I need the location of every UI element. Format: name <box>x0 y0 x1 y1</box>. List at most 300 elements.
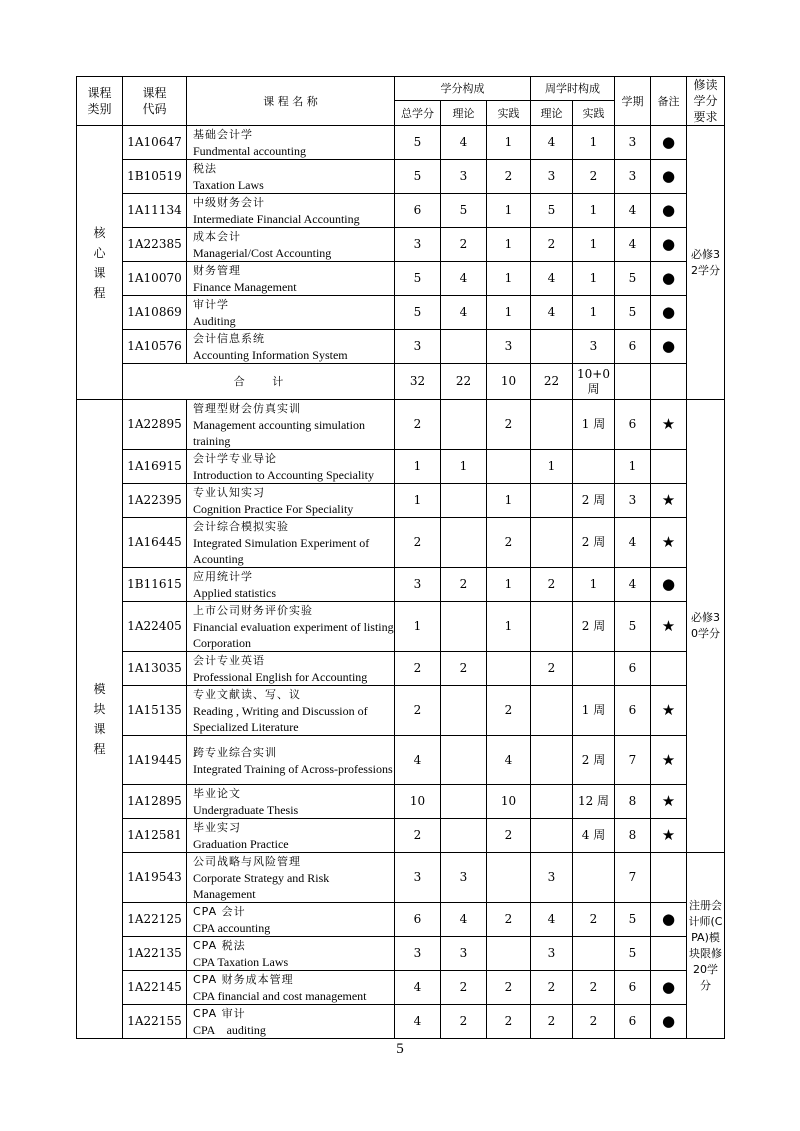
course-name-zh: 税法 <box>193 162 217 175</box>
theory-credits: 4 <box>441 126 487 160</box>
total-credits: 5 <box>395 262 441 296</box>
course-name-zh: 毕业论文 <box>193 787 241 800</box>
note-mark: ★ <box>651 400 687 450</box>
theory-credits: 2 <box>441 228 487 262</box>
note-mark: ● <box>651 296 687 330</box>
theory-credits <box>441 785 487 819</box>
course-name-cell <box>187 853 395 903</box>
total-credits: 2 <box>395 518 441 568</box>
practice-credits: 2 <box>487 160 531 194</box>
theory-credits <box>441 518 487 568</box>
summary-term <box>615 364 651 400</box>
theory-credits <box>441 819 487 853</box>
course-name-en: Fundmental accounting <box>193 144 306 158</box>
header-hours-group: 周学时构成 <box>531 77 615 101</box>
table-row <box>77 400 725 450</box>
table-row <box>77 785 725 819</box>
term: 6 <box>615 652 651 686</box>
theory-credits <box>441 400 487 450</box>
course-name-en: Reading , Writing and Discussion of Specialized Literature <box>193 704 368 734</box>
table-row <box>77 971 725 1005</box>
weekly-practice-hours: 1 <box>573 194 615 228</box>
term: 4 <box>615 568 651 602</box>
total-credits: 6 <box>395 903 441 937</box>
weekly-practice-hours <box>573 853 615 903</box>
summary-practice: 10 <box>487 364 531 400</box>
total-credits: 1 <box>395 484 441 518</box>
course-code: 1A19543 <box>123 853 187 903</box>
course-name-zh: 成本会计 <box>193 230 241 243</box>
header-credits-group: 学分构成 <box>395 77 531 101</box>
theory-credits: 2 <box>441 1005 487 1039</box>
header-total-credits: 总学分 <box>395 101 441 126</box>
course-code: 1A22145 <box>123 971 187 1005</box>
course-name-cell <box>187 228 395 262</box>
course-name-cell <box>187 736 395 785</box>
term: 8 <box>615 819 651 853</box>
note-mark <box>651 450 687 484</box>
term: 3 <box>615 126 651 160</box>
weekly-theory-hours <box>531 518 573 568</box>
table-row <box>77 819 725 853</box>
table-row <box>77 518 725 568</box>
weekly-theory-hours <box>531 330 573 364</box>
term: 5 <box>615 937 651 971</box>
requirement-module-text: 必修30学分 <box>691 611 720 640</box>
weekly-practice-hours: 2 <box>573 903 615 937</box>
weekly-theory-hours: 2 <box>531 228 573 262</box>
course-name-cell <box>187 450 395 484</box>
table-row <box>77 330 725 364</box>
course-code: 1A16445 <box>123 518 187 568</box>
course-name-cell <box>187 971 395 1005</box>
theory-credits: 2 <box>441 971 487 1005</box>
weekly-theory-hours <box>531 686 573 736</box>
theory-credits: 3 <box>441 160 487 194</box>
course-name-cell <box>187 484 395 518</box>
course-name-zh: 会计专业英语 <box>193 654 265 667</box>
course-code: 1A22895 <box>123 400 187 450</box>
weekly-practice-hours: 2 <box>573 1005 615 1039</box>
total-credits: 2 <box>395 819 441 853</box>
practice-credits: 10 <box>487 785 531 819</box>
term: 3 <box>615 484 651 518</box>
course-code: 1A12895 <box>123 785 187 819</box>
header-row-1 <box>77 77 725 101</box>
practice-credits: 3 <box>487 330 531 364</box>
weekly-theory-hours: 2 <box>531 1005 573 1039</box>
theory-credits <box>441 686 487 736</box>
course-name-en: Intermediate Financial Accounting <box>193 212 360 226</box>
weekly-theory-hours: 3 <box>531 853 573 903</box>
course-code: 1A16915 <box>123 450 187 484</box>
total-credits: 4 <box>395 736 441 785</box>
course-name-zh: 毕业实习 <box>193 821 241 834</box>
total-credits: 3 <box>395 853 441 903</box>
note-mark: ● <box>651 194 687 228</box>
course-name-zh: CPA 财务成本管理 <box>193 973 294 986</box>
term: 7 <box>615 853 651 903</box>
practice-credits: 1 <box>487 194 531 228</box>
table-row <box>77 903 725 937</box>
course-name-en: Accounting Information System <box>193 348 348 362</box>
table-row <box>77 686 725 736</box>
theory-credits: 2 <box>441 568 487 602</box>
course-name-cell <box>187 937 395 971</box>
course-name-cell <box>187 903 395 937</box>
course-name-cell <box>187 194 395 228</box>
course-name-en: Applied statistics <box>193 586 276 600</box>
weekly-practice-hours: 2 周 <box>573 602 615 652</box>
course-code: 1A10869 <box>123 296 187 330</box>
practice-credits <box>487 652 531 686</box>
table-row <box>77 228 725 262</box>
table-row <box>77 568 725 602</box>
weekly-practice-hours: 2 周 <box>573 484 615 518</box>
note-mark: ★ <box>651 602 687 652</box>
course-code: 1B11615 <box>123 568 187 602</box>
requirement-module <box>687 400 725 853</box>
weekly-theory-hours <box>531 819 573 853</box>
note-mark: ● <box>651 160 687 194</box>
weekly-theory-hours: 4 <box>531 126 573 160</box>
note-mark: ● <box>651 971 687 1005</box>
table-body <box>77 77 725 1039</box>
weekly-practice-hours: 1 <box>573 568 615 602</box>
header-requirement: 修读学分要求 <box>687 77 725 126</box>
category-module-text: 模块课程 <box>93 682 106 756</box>
practice-credits <box>487 937 531 971</box>
table-row <box>77 262 725 296</box>
course-name-zh: 审计学 <box>193 298 229 311</box>
summary-hours-practice: 10+0 周 <box>573 364 615 400</box>
weekly-practice-hours: 1 周 <box>573 400 615 450</box>
course-name-cell <box>187 652 395 686</box>
weekly-theory-hours <box>531 602 573 652</box>
practice-credits <box>487 450 531 484</box>
course-name-zh: 会计学专业导论 <box>193 452 277 465</box>
note-mark: ● <box>651 903 687 937</box>
note-mark <box>651 853 687 903</box>
course-code: 1A22135 <box>123 937 187 971</box>
course-code: 1A19445 <box>123 736 187 785</box>
term: 6 <box>615 971 651 1005</box>
category-core <box>77 126 123 400</box>
course-name-en: Financial evaluation experiment of listing Corporation <box>193 620 394 650</box>
practice-credits: 2 <box>487 400 531 450</box>
term: 5 <box>615 602 651 652</box>
course-name-cell <box>187 568 395 602</box>
course-name-cell <box>187 296 395 330</box>
term: 6 <box>615 686 651 736</box>
weekly-theory-hours: 3 <box>531 937 573 971</box>
practice-credits <box>487 853 531 903</box>
theory-credits <box>441 602 487 652</box>
summary-hours-theory: 22 <box>531 364 573 400</box>
course-code: 1A22405 <box>123 602 187 652</box>
note-mark <box>651 652 687 686</box>
course-code: 1A13035 <box>123 652 187 686</box>
course-code: 1A22395 <box>123 484 187 518</box>
course-name-cell <box>187 686 395 736</box>
course-name-en: Integrated Simulation Experiment of Acounting <box>193 536 370 566</box>
weekly-theory-hours: 2 <box>531 652 573 686</box>
note-mark: ★ <box>651 518 687 568</box>
course-name-zh: 会计信息系统 <box>193 332 265 345</box>
course-name-cell <box>187 126 395 160</box>
term: 4 <box>615 228 651 262</box>
course-name-zh: 基础会计学 <box>193 128 253 141</box>
table-row <box>77 126 725 160</box>
weekly-practice-hours: 12 周 <box>573 785 615 819</box>
table-row <box>77 937 725 971</box>
course-code: 1A10576 <box>123 330 187 364</box>
requirement-cpa <box>687 853 725 1039</box>
course-name-cell <box>187 602 395 652</box>
course-name-zh: 跨专业综合实训 <box>193 745 277 759</box>
theory-credits: 2 <box>441 652 487 686</box>
practice-credits: 2 <box>487 518 531 568</box>
theory-credits: 3 <box>441 853 487 903</box>
theory-credits: 3 <box>441 937 487 971</box>
practice-credits: 1 <box>487 126 531 160</box>
table-row <box>77 450 725 484</box>
weekly-theory-hours: 1 <box>531 450 573 484</box>
practice-credits: 1 <box>487 484 531 518</box>
weekly-practice-hours: 1 <box>573 126 615 160</box>
header-code: 课程代码 <box>123 77 187 126</box>
course-name-cell <box>187 819 395 853</box>
table-row <box>77 736 725 785</box>
weekly-practice-hours: 1 <box>573 228 615 262</box>
requirement-core <box>687 126 725 400</box>
practice-credits: 2 <box>487 1005 531 1039</box>
summary-label: 合 计 <box>123 364 395 400</box>
course-name-zh: 财务管理 <box>193 264 241 277</box>
note-mark: ● <box>651 228 687 262</box>
term: 7 <box>615 736 651 785</box>
course-name-en: CPA accounting <box>193 921 271 935</box>
total-credits: 4 <box>395 1005 441 1039</box>
header-term: 学期 <box>615 77 651 126</box>
practice-credits: 1 <box>487 296 531 330</box>
weekly-theory-hours: 2 <box>531 971 573 1005</box>
practice-credits: 1 <box>487 262 531 296</box>
table-row <box>77 652 725 686</box>
term: 3 <box>615 160 651 194</box>
course-name-zh: CPA 税法 <box>193 939 246 952</box>
term: 6 <box>615 400 651 450</box>
course-name-en: CPA financial and cost management <box>193 989 367 1003</box>
term: 4 <box>615 194 651 228</box>
total-credits: 3 <box>395 937 441 971</box>
course-code: 1A22155 <box>123 1005 187 1039</box>
table-row <box>77 484 725 518</box>
course-name-en: Management accounting simulation training <box>193 418 365 448</box>
header-practice: 实践 <box>487 101 531 126</box>
theory-credits <box>441 330 487 364</box>
weekly-practice-hours <box>573 450 615 484</box>
total-credits: 3 <box>395 228 441 262</box>
course-name-zh: 上市公司财务评价实验 <box>193 604 313 617</box>
course-code: 1A22385 <box>123 228 187 262</box>
weekly-practice-hours: 3 <box>573 330 615 364</box>
theory-credits: 4 <box>441 296 487 330</box>
course-name-zh: 专业文献读、写、议 <box>193 688 301 701</box>
course-name-en: Introduction to Accounting Speciality <box>193 468 374 482</box>
summary-total: 32 <box>395 364 441 400</box>
category-module <box>77 400 123 1039</box>
header-category: 课程类别 <box>77 77 123 126</box>
total-credits: 2 <box>395 686 441 736</box>
table-row <box>77 296 725 330</box>
course-name-zh: 中级财务会计 <box>193 196 265 209</box>
term: 8 <box>615 785 651 819</box>
theory-credits: 1 <box>441 450 487 484</box>
table-row <box>77 194 725 228</box>
weekly-theory-hours: 4 <box>531 296 573 330</box>
course-name-en: Undergraduate Thesis <box>193 803 299 817</box>
course-name-zh: CPA 审计 <box>193 1007 246 1020</box>
weekly-practice-hours: 2 <box>573 160 615 194</box>
header-hours-practice: 实践 <box>573 101 615 126</box>
note-mark: ● <box>651 126 687 160</box>
curriculum-table <box>76 76 725 1039</box>
course-name-zh: 公司战略与风险管理 <box>193 855 301 868</box>
term: 5 <box>615 262 651 296</box>
total-credits: 2 <box>395 652 441 686</box>
practice-credits: 1 <box>487 568 531 602</box>
header-theory: 理论 <box>441 101 487 126</box>
course-name-en: Graduation Practice <box>193 837 289 851</box>
practice-credits: 4 <box>487 736 531 785</box>
note-mark: ● <box>651 568 687 602</box>
course-name-cell <box>187 785 395 819</box>
course-name-en: Cognition Practice For Speciality <box>193 502 354 516</box>
table-row <box>77 160 725 194</box>
term: 1 <box>615 450 651 484</box>
course-name-en: CPA Taxation Laws <box>193 955 289 969</box>
course-name-cell <box>187 518 395 568</box>
note-mark <box>651 937 687 971</box>
theory-credits <box>441 736 487 785</box>
weekly-practice-hours: 4 周 <box>573 819 615 853</box>
total-credits: 4 <box>395 971 441 1005</box>
weekly-practice-hours: 1 <box>573 296 615 330</box>
practice-credits: 2 <box>487 819 531 853</box>
course-name-en: Auditing <box>193 314 236 328</box>
term: 5 <box>615 903 651 937</box>
note-mark: ● <box>651 330 687 364</box>
total-credits: 6 <box>395 194 441 228</box>
note-mark: ★ <box>651 736 687 785</box>
course-name-en: CPA auditing <box>193 1023 266 1037</box>
theory-credits: 4 <box>441 262 487 296</box>
course-name-cell <box>187 400 395 450</box>
practice-credits: 2 <box>487 903 531 937</box>
note-mark: ● <box>651 1005 687 1039</box>
course-name-en: Professional English for Accounting <box>193 670 368 684</box>
header-hours-theory: 理论 <box>531 101 573 126</box>
total-credits: 1 <box>395 602 441 652</box>
total-credits: 5 <box>395 126 441 160</box>
course-name-en: Taxation Laws <box>193 178 264 192</box>
note-mark: ★ <box>651 686 687 736</box>
theory-credits <box>441 484 487 518</box>
weekly-practice-hours <box>573 937 615 971</box>
table-row <box>77 602 725 652</box>
course-code: 1A10647 <box>123 126 187 160</box>
weekly-practice-hours: 1 <box>573 262 615 296</box>
course-code: 1A12581 <box>123 819 187 853</box>
course-name-cell <box>187 330 395 364</box>
weekly-theory-hours <box>531 400 573 450</box>
course-name-en: Managerial/Cost Accounting <box>193 246 332 260</box>
weekly-practice-hours: 1 周 <box>573 686 615 736</box>
weekly-practice-hours: 2 周 <box>573 736 615 785</box>
weekly-theory-hours: 3 <box>531 160 573 194</box>
weekly-practice-hours: 2 周 <box>573 518 615 568</box>
total-credits: 5 <box>395 296 441 330</box>
note-mark: ★ <box>651 785 687 819</box>
category-core-text: 核心课程 <box>93 225 106 300</box>
header-note: 备注 <box>651 77 687 126</box>
course-code: 1A11134 <box>123 194 187 228</box>
total-credits: 2 <box>395 400 441 450</box>
summary-theory: 22 <box>441 364 487 400</box>
table-row <box>77 1005 725 1039</box>
course-name-cell <box>187 160 395 194</box>
requirement-cpa-text: 注册会计师(CPA)模块限修20学分 <box>688 898 723 992</box>
practice-credits: 2 <box>487 686 531 736</box>
page-number: 5 <box>396 1041 404 1057</box>
course-name-en: Finance Management <box>193 280 297 294</box>
course-name-zh: 专业认知实习 <box>193 486 265 499</box>
table-row <box>77 853 725 903</box>
weekly-practice-hours <box>573 652 615 686</box>
requirement-core-text: 必修32学分 <box>691 247 720 277</box>
theory-credits: 5 <box>441 194 487 228</box>
term: 5 <box>615 296 651 330</box>
note-mark: ★ <box>651 484 687 518</box>
weekly-theory-hours <box>531 484 573 518</box>
course-name-zh: CPA 会计 <box>193 905 246 918</box>
term: 6 <box>615 1005 651 1039</box>
course-name-cell <box>187 262 395 296</box>
weekly-theory-hours: 5 <box>531 194 573 228</box>
course-name-zh: 管理型财会仿真实训 <box>193 402 301 415</box>
header-name: 课 程 名 称 <box>187 77 395 126</box>
weekly-practice-hours: 2 <box>573 971 615 1005</box>
course-code: 1A15135 <box>123 686 187 736</box>
total-credits: 10 <box>395 785 441 819</box>
course-name-en: Integrated Training of Across-professions <box>193 761 393 776</box>
weekly-theory-hours: 4 <box>531 262 573 296</box>
course-code: 1A22125 <box>123 903 187 937</box>
total-credits: 3 <box>395 568 441 602</box>
summary-row <box>77 364 725 400</box>
course-name-zh: 会计综合模拟实验 <box>193 520 289 533</box>
weekly-theory-hours <box>531 785 573 819</box>
total-credits: 3 <box>395 330 441 364</box>
note-mark: ★ <box>651 819 687 853</box>
summary-note <box>651 364 687 400</box>
course-name-en: Corporate Strategy and Risk Management <box>193 871 330 901</box>
term: 6 <box>615 330 651 364</box>
total-credits: 1 <box>395 450 441 484</box>
term: 4 <box>615 518 651 568</box>
weekly-theory-hours: 2 <box>531 568 573 602</box>
